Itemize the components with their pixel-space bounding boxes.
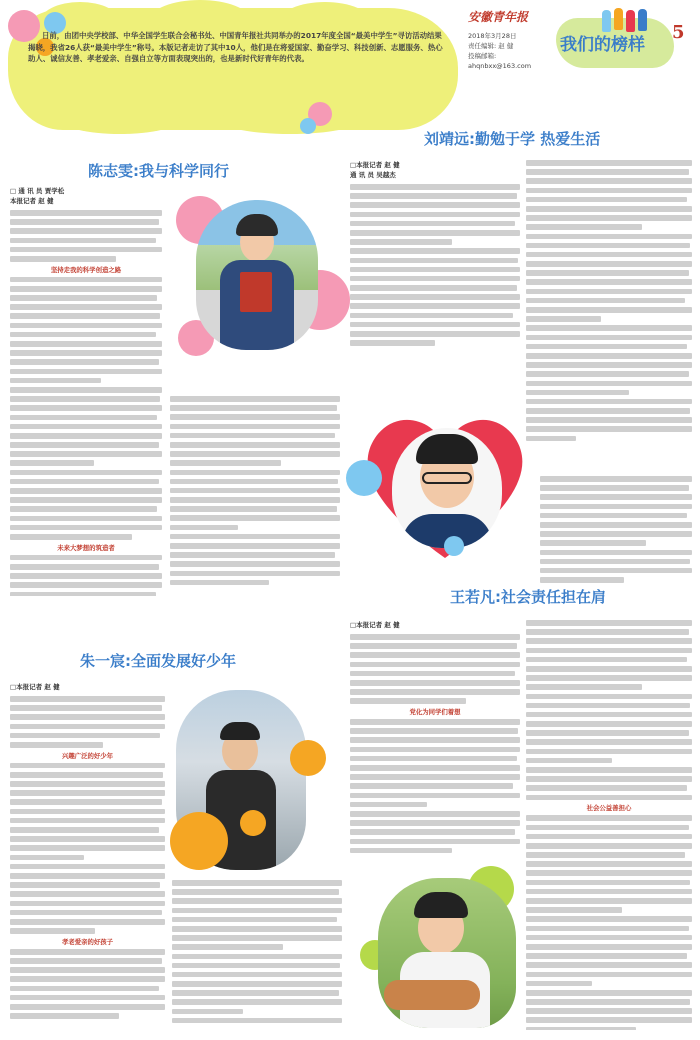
wang-column-1 — [350, 620, 520, 870]
kid-figure-icon — [626, 10, 635, 32]
liu-byline — [350, 160, 520, 180]
chen-byline — [10, 186, 162, 206]
article-title-liu: 刘靖远:勤勉于学 热爱生活 — [424, 130, 601, 148]
guitar-shape — [384, 980, 480, 1010]
masthead — [468, 8, 548, 71]
wang-text-block — [350, 719, 520, 853]
newspaper-logo: 安徽青年报 — [468, 10, 529, 24]
glasses-shape — [422, 472, 472, 484]
zhu-text-block — [10, 696, 165, 748]
kid-figure-icon — [602, 10, 611, 32]
wang-byline: □本报记者 赵 健 — [350, 621, 400, 629]
wang-text-block — [526, 815, 692, 1030]
article-title-zhu: 朱一宸:全面发展好少年 — [80, 652, 236, 670]
blue-flower-icon — [300, 118, 316, 134]
chen-text-block — [10, 277, 162, 540]
hair-shape — [220, 722, 260, 740]
chen-column-1 — [10, 186, 162, 596]
page-number: 5 — [672, 22, 685, 43]
chen-text-block — [170, 396, 340, 585]
cloud-bump — [220, 106, 360, 134]
article-title-wang: 王若凡:社会责任担在肩 — [450, 588, 606, 606]
chen-column-2 — [170, 396, 340, 596]
zhu-byline: □本报记者 赵 健 — [10, 683, 60, 691]
chen-subhead-1: 坚持走我的科学创造之路 — [50, 265, 122, 274]
chen-photo — [196, 200, 318, 350]
hair-shape — [236, 214, 278, 236]
kid-figure-icon — [614, 8, 623, 30]
zhu-text-block — [10, 763, 165, 934]
blue-flower-icon — [346, 460, 382, 496]
hair-shape — [414, 892, 468, 918]
liu-column-1 — [350, 160, 520, 400]
hair-shape — [416, 434, 478, 464]
issue-editor: 责任编辑: 赵 健 — [468, 42, 514, 50]
liu-text-block — [526, 160, 692, 441]
liu-text-block — [540, 476, 692, 583]
wang-subhead-1: 党化为同学们着想 — [409, 707, 461, 716]
zhu-column-2 — [172, 880, 342, 1030]
zhu-subhead-1: 兴趣广泛的好少年 — [61, 751, 114, 760]
section-title: 我们的榜样 — [560, 35, 645, 55]
orange-flower-icon — [240, 810, 266, 836]
wang-subhead-2: 社会公益善担心 — [586, 804, 632, 813]
wang-text-block — [350, 634, 520, 704]
orange-flower-icon — [290, 740, 326, 776]
orange-flower-icon — [170, 812, 228, 870]
article-title-chen: 陈志雯:我与科学同行 — [88, 162, 229, 180]
wang-column-2 — [526, 620, 692, 1030]
chen-subhead-2: 未来大梦想的筑造者 — [57, 543, 115, 552]
chen-text-block — [10, 555, 162, 596]
liu-photo — [392, 428, 502, 548]
liu-column-3 — [540, 476, 692, 596]
liu-byline-1: □本报记者 赵 健 — [350, 161, 400, 169]
liu-text-block — [350, 184, 520, 346]
issue-date: 2018年3月28日 — [468, 32, 517, 40]
chen-byline-1: □ 通 讯 员 贾学松 — [10, 187, 65, 195]
issue-meta — [468, 31, 548, 71]
intro-text: 日前，由团中央学校部、中华全国学生联合会秘书处、中国青年报社共同举办的2017年度全国“最美中学生”寻访活动结果揭晓，我省26人获“最美中学生”称号。本版记者走访了其中10人，他们是在将爱国家、勤奋学习、科技创新、志愿服务、热心助人、诚信友善、孝老爱亲、自强自立等方面表现突出的，也是新时代好青年的代表。 — [28, 31, 443, 63]
page-header — [0, 0, 700, 135]
blue-flower-icon — [444, 536, 464, 556]
zhu-subhead-2: 孝老爱亲的好孩子 — [61, 937, 114, 946]
zhu-text-block — [10, 949, 165, 1019]
liu-column-2 — [526, 160, 692, 470]
zhu-column-1 — [10, 682, 165, 1032]
section-badge — [556, 18, 656, 62]
zhu-text-block — [172, 880, 342, 1023]
chen-byline-2: 本报记者 赵 健 — [10, 197, 54, 205]
wang-text-block — [526, 620, 692, 800]
cloud-bump — [60, 104, 180, 134]
liu-byline-2: 通 讯 员 吴越杰 — [350, 171, 396, 179]
chen-text-block — [10, 210, 162, 262]
wang-photo — [378, 878, 516, 1028]
kid-figure-icon — [638, 9, 647, 31]
certificate-shape — [240, 272, 272, 312]
issue-email: 投稿邮箱: ahqnbxx@163.com — [468, 52, 532, 70]
